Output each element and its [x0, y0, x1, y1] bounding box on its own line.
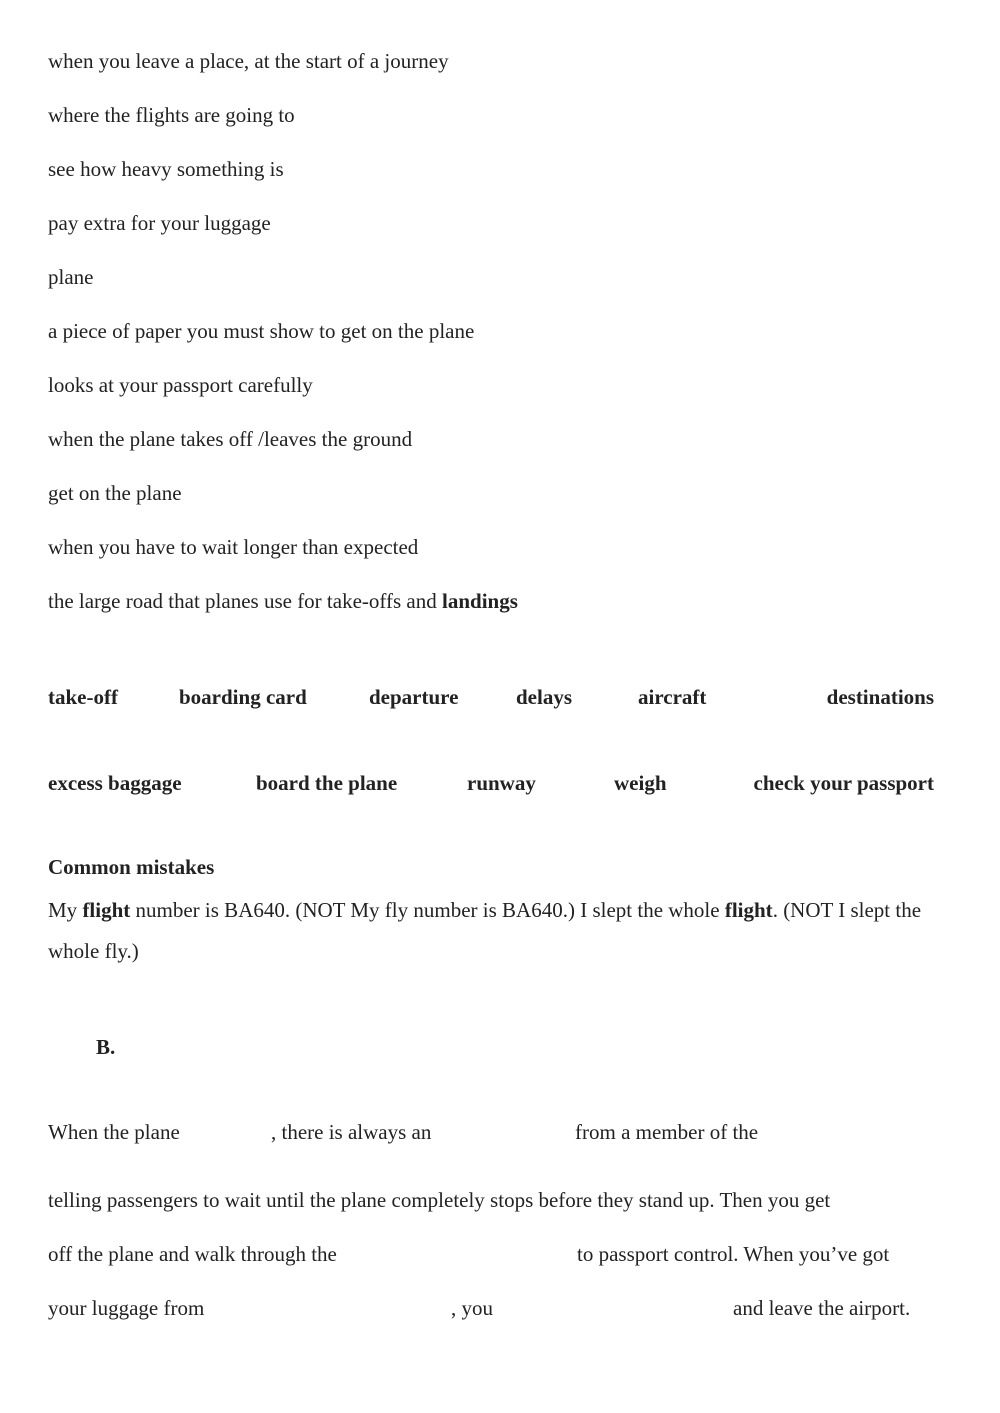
definition-item — [48, 588, 518, 614]
section-b-fragment: off the plane and walk through the — [48, 1242, 337, 1266]
definition-item: when you leave a place, at the start of a journey — [48, 49, 449, 73]
section-b-fragment: telling passengers to wait until the plane completely stops before they stand up. Then you get — [48, 1188, 831, 1212]
definition-item: see how heavy something is — [48, 157, 284, 181]
word-bank-item: destinations — [826, 685, 934, 709]
word-bank-item: departure — [369, 685, 459, 709]
definition-item: when you have to wait longer than expected — [48, 535, 419, 559]
word-bank-item: delays — [516, 685, 573, 709]
mistake-text: . (NOT I slept the whole fly.) — [48, 898, 922, 963]
section-b-fragment: from a member of the — [575, 1120, 759, 1144]
mistake-bold-word: flight — [82, 898, 131, 922]
mistake-text: My — [48, 898, 83, 922]
definition-item: pay extra for your luggage — [48, 211, 271, 235]
word-bank-item: check your passport — [753, 771, 934, 795]
definition-bold-word: landings — [442, 589, 518, 613]
definition-item: plane — [48, 265, 94, 289]
definition-item: a piece of paper you must show to get on the plane — [48, 319, 475, 343]
common-mistakes-heading: Common mistakes — [48, 855, 215, 879]
word-bank-item: weigh — [614, 771, 667, 795]
common-mistakes-text — [48, 890, 948, 972]
word-bank-item: aircraft — [638, 685, 707, 709]
word-bank-item: excess baggage — [48, 771, 182, 795]
definition-item: when the plane takes off /leaves the ground — [48, 427, 413, 451]
mistake-bold-word: flight — [724, 898, 773, 922]
definition-text: the large road that planes use for take-offs and — [48, 589, 442, 613]
section-b-label: B. — [96, 1035, 116, 1059]
mistake-text: number is BA640. (NOT My fly number is BA640.) I slept the whole — [130, 898, 725, 922]
section-b-fragment: your luggage from — [48, 1296, 205, 1320]
section-b-fragment: , there is always an — [271, 1120, 432, 1144]
definition-item: get on the plane — [48, 481, 182, 505]
section-b-fragment: and leave the airport. — [733, 1296, 911, 1320]
section-b-fragment: , you — [451, 1296, 493, 1320]
word-bank-item: board the plane — [256, 771, 398, 795]
section-b-fragment: When the plane — [48, 1120, 180, 1144]
definition-item: looks at your passport carefully — [48, 373, 313, 397]
definition-item: where the flights are going to — [48, 103, 295, 127]
word-bank-item: boarding card — [179, 685, 307, 709]
section-b-fragment: to passport control. When you’ve got — [577, 1242, 890, 1266]
word-bank-item: runway — [467, 771, 536, 795]
word-bank-item: take-off — [48, 685, 118, 709]
